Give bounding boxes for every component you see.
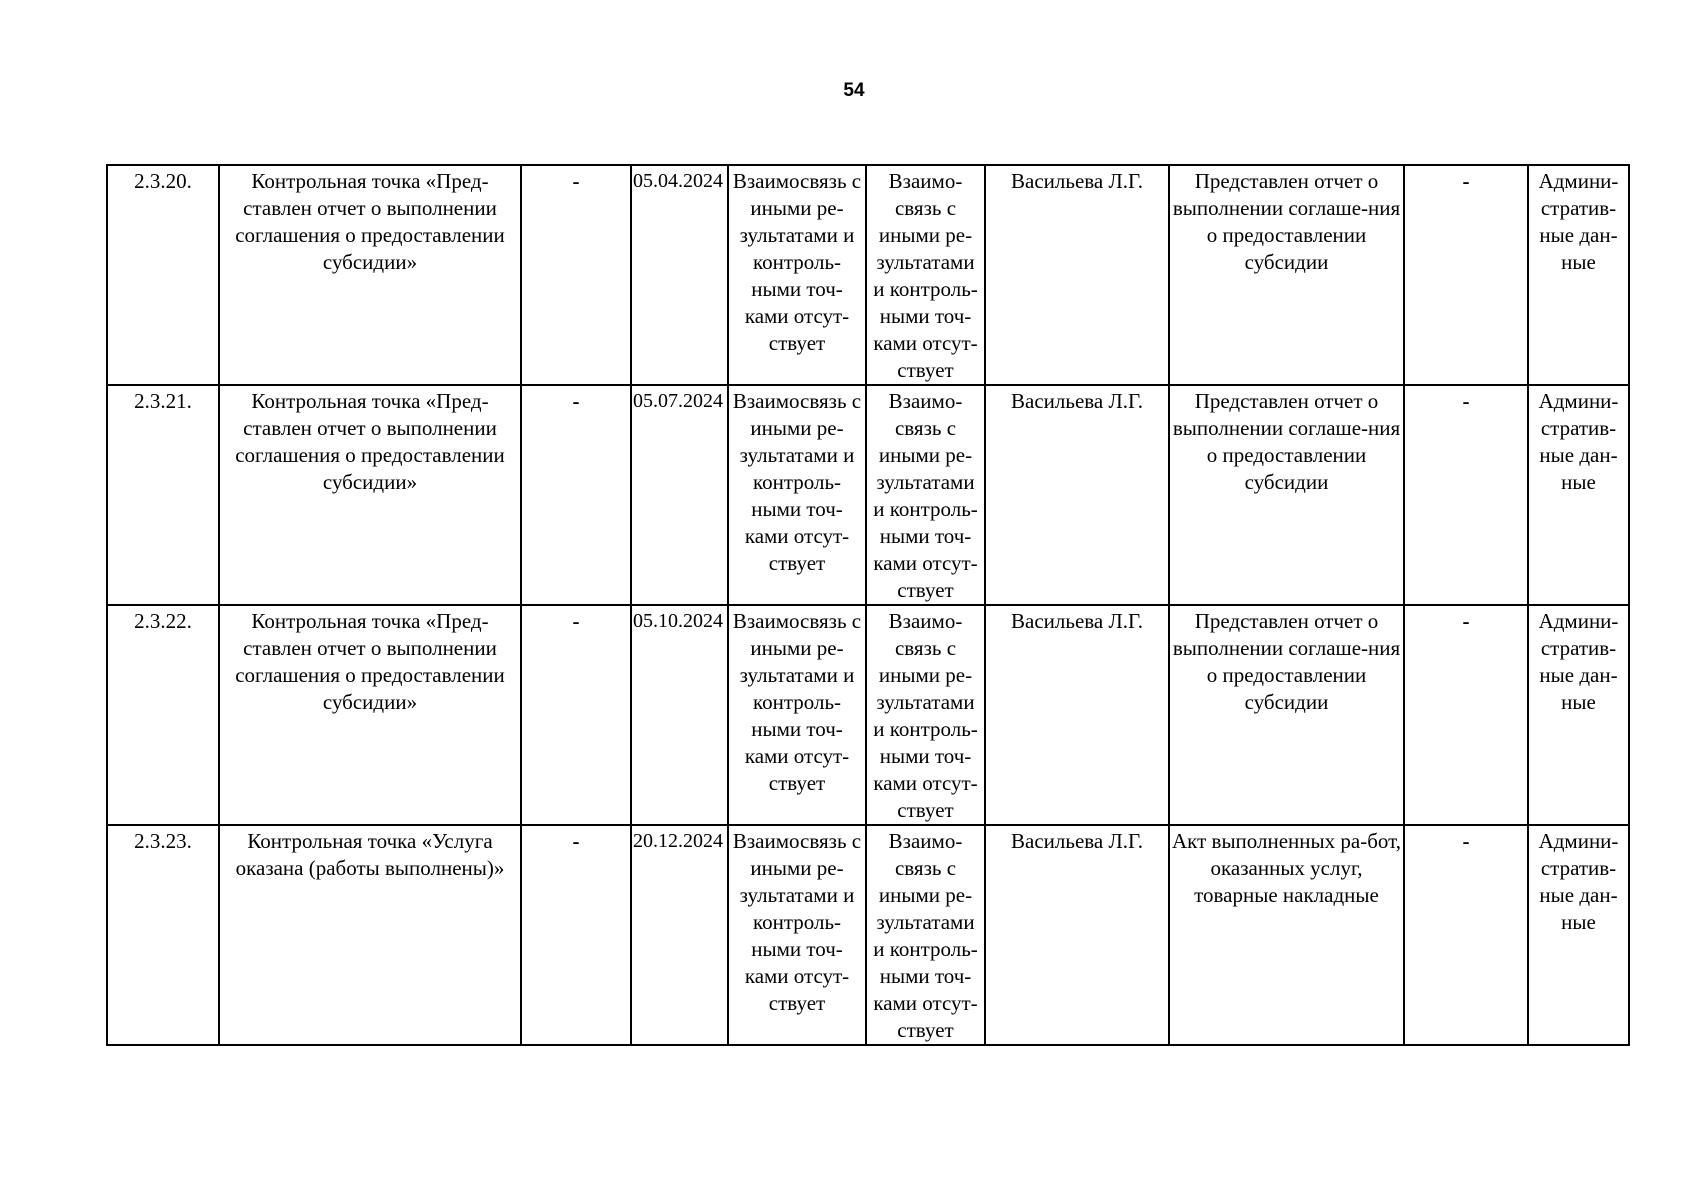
start-date-cell: -	[521, 825, 631, 1045]
title-cell: Контрольная точка «Пред-ставлен отчет о выполнении соглашения о предоставлении субсидии»	[219, 385, 521, 605]
end-date-cell: 20.12.2024	[631, 825, 728, 1045]
control-points-table	[106, 164, 1630, 1046]
predecessor-cell: Взаимосвязь с иными ре-зультатами и контроль-ными точ-ками отсут-ствует	[728, 385, 866, 605]
table-row	[107, 825, 1629, 1045]
start-date-cell: -	[521, 165, 631, 385]
title-cell: Контрольная точка «Услуга оказана (работы выполнены)»	[219, 825, 521, 1045]
row-number-cell: 2.3.21.	[107, 385, 219, 605]
table-row	[107, 385, 1629, 605]
table-body	[107, 165, 1629, 1045]
end-date-cell: 05.07.2024	[631, 385, 728, 605]
successor-cell: Взаимо-связь с иными ре-зультатами и контроль-ными точ-ками отсут-ствует	[866, 825, 985, 1045]
predecessor-cell: Взаимосвязь с иными ре-зультатами и контроль-ными точ-ками отсут-ствует	[728, 165, 866, 385]
source-cell: Админи-стратив-ные дан-ные	[1528, 825, 1629, 1045]
end-date-cell: 05.04.2024	[631, 165, 728, 385]
result-cell: Акт выполненных ра-бот, оказанных услуг, товарные накладные	[1169, 825, 1404, 1045]
responsible-cell: Васильева Л.Г.	[985, 825, 1169, 1045]
page-number: 54	[843, 80, 865, 101]
end-date-cell: 05.10.2024	[631, 605, 728, 825]
source-cell: Админи-стратив-ные дан-ные	[1528, 605, 1629, 825]
source-cell: Админи-стратив-ные дан-ные	[1528, 385, 1629, 605]
system-cell: -	[1404, 385, 1528, 605]
successor-cell: Взаимо-связь с иными ре-зультатами и контроль-ными точ-ками отсут-ствует	[866, 385, 985, 605]
start-date-cell: -	[521, 385, 631, 605]
table-row	[107, 605, 1629, 825]
table-row	[107, 165, 1629, 385]
successor-cell: Взаимо-связь с иными ре-зультатами и контроль-ными точ-ками отсут-ствует	[866, 165, 985, 385]
system-cell: -	[1404, 165, 1528, 385]
row-number-cell: 2.3.22.	[107, 605, 219, 825]
system-cell: -	[1404, 825, 1528, 1045]
result-cell: Представлен отчет о выполнении соглаше-ния о предоставлении субсидии	[1169, 385, 1404, 605]
source-cell: Админи-стратив-ные дан-ные	[1528, 165, 1629, 385]
result-cell: Представлен отчет о выполнении соглаше-ния о предоставлении субсидии	[1169, 165, 1404, 385]
predecessor-cell: Взаимосвязь с иными ре-зультатами и контроль-ными точ-ками отсут-ствует	[728, 605, 866, 825]
start-date-cell: -	[521, 605, 631, 825]
row-number-cell: 2.3.23.	[107, 825, 219, 1045]
successor-cell: Взаимо-связь с иными ре-зультатами и контроль-ными точ-ками отсут-ствует	[866, 605, 985, 825]
title-cell: Контрольная точка «Пред-ставлен отчет о выполнении соглашения о предоставлении субсидии»	[219, 605, 521, 825]
title-cell: Контрольная точка «Пред-ставлен отчет о выполнении соглашения о предоставлении субсидии»	[219, 165, 521, 385]
responsible-cell: Васильева Л.Г.	[985, 165, 1169, 385]
result-cell: Представлен отчет о выполнении соглаше-ния о предоставлении субсидии	[1169, 605, 1404, 825]
system-cell: -	[1404, 605, 1528, 825]
responsible-cell: Васильева Л.Г.	[985, 385, 1169, 605]
responsible-cell: Васильева Л.Г.	[985, 605, 1169, 825]
row-number-cell: 2.3.20.	[107, 165, 219, 385]
predecessor-cell: Взаимосвязь с иными ре-зультатами и контроль-ными точ-ками отсут-ствует	[728, 825, 866, 1045]
